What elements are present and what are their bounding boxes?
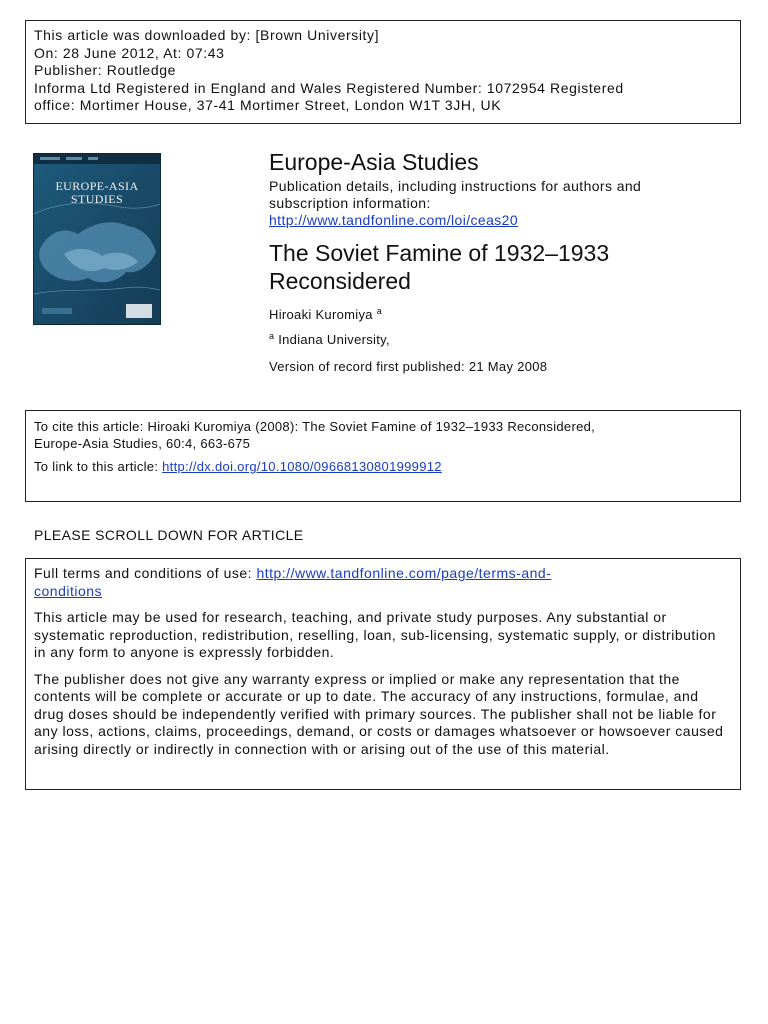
cover-title-line: EUROPE-ASIA — [55, 179, 139, 193]
author-line — [269, 302, 729, 324]
journal-url-link[interactable]: http://www.tandfonline.com/loi/ceas20 — [269, 212, 519, 228]
article-header — [269, 148, 729, 376]
cover-title-line: STUDIES — [70, 192, 124, 206]
download-notice-line: Informa Ltd Registered in England and Wales Registered Number: 1072954 Registered — [34, 79, 624, 96]
download-notice-line: On: 28 June 2012, At: 07:43 — [34, 44, 225, 61]
author-name: Hiroaki Kuromiya — [269, 307, 373, 322]
affiliation-marker: a — [269, 331, 275, 341]
article-title — [269, 239, 689, 295]
article-title-line: The Soviet Famine of 1932–1933 — [269, 240, 610, 266]
journal-cover-image — [33, 153, 161, 325]
affiliation-line — [269, 327, 729, 349]
terms-url-paragraph — [34, 565, 732, 600]
citation-box — [25, 410, 741, 502]
journal-title: Europe-Asia Studies — [269, 149, 479, 175]
cover-title — [34, 180, 160, 206]
author-affiliation-marker: a — [376, 306, 383, 316]
publication-details-line: subscription information: — [269, 195, 431, 211]
terms-url-part: http://www.tandfonline.com/page/terms-and- — [256, 565, 552, 581]
article-title-line: Reconsidered — [269, 268, 411, 294]
doi-link-line — [34, 458, 732, 475]
publication-details-line: Publication details, including instructions for authors and — [269, 178, 642, 194]
affiliation-name: Indiana University, — [278, 332, 390, 347]
citation-line: Europe-Asia Studies, 60:4, 663-675 — [34, 436, 251, 451]
terms-label: Full terms and conditions of use: — [34, 565, 257, 581]
terms-url-part: conditions — [34, 582, 103, 599]
download-notice-line: This article was downloaded by: [Brown University] — [34, 27, 380, 43]
doi-link[interactable]: http://dx.doi.org/10.1080/09668130801999912 — [162, 459, 442, 474]
terms-box — [25, 558, 741, 790]
download-notice-line: Publisher: Routledge — [34, 62, 176, 78]
doi-link-label: To link to this article: — [34, 459, 163, 474]
terms-paragraph-usage: This article may be used for research, teaching, and private study purposes. Any substantial or systematic reproduction, redistribution, reselling, loan, sub-licensing, systematic supply, or distribution in any form to anyone is expressly forbidden. — [34, 609, 716, 660]
version-of-record: Version of record first published: 21 May 2008 — [269, 359, 548, 374]
scroll-down-note: PLEASE SCROLL DOWN FOR ARTICLE — [34, 527, 304, 543]
terms-paragraph-warranty: The publisher does not give any warranty express or implied or make any representation that the contents will be complete or accurate or up to date. The accuracy of any instructions, formulae, and drug doses should be independently verified with primary sources. The publisher shall not be liable for any loss, actions, claims, proceedings, demand, or costs or damages whatsoever or howsoever caused arising directly or indirectly in connection with or arising out of the use of this material. — [34, 670, 724, 757]
download-notice-line: office: Mortimer House, 37-41 Mortimer Street, London W1T 3JH, UK — [34, 97, 502, 113]
citation-line: To cite this article: Hiroaki Kuromiya (2008): The Soviet Famine of 1932–1933 Reconsidered, — [34, 419, 596, 434]
download-notice-box — [25, 20, 741, 124]
publication-details — [269, 178, 729, 229]
